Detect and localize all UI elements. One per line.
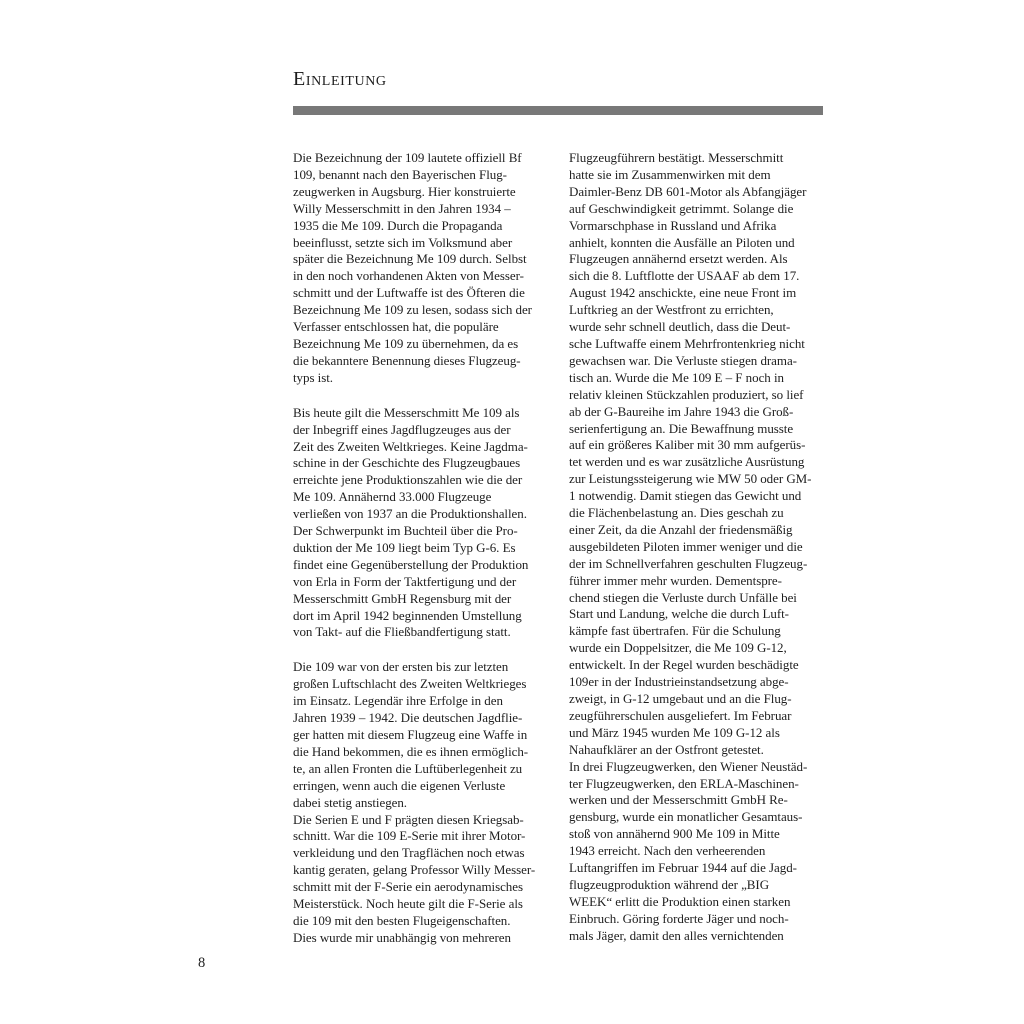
text-line: sche Luftwaffe einem Mehrfrontenkrieg nicht xyxy=(569,335,805,351)
text-line: Messerschmitt GmbH Regensburg mit der xyxy=(293,590,512,606)
text-line: duktion der Me 109 liegt beim Typ G-6. Es xyxy=(293,539,516,555)
text-line: 1935 die Me 109. Durch die Propaganda xyxy=(293,217,503,233)
text-line: Me 109. Annähernd 33.000 Flugzeuge xyxy=(293,489,492,505)
text-line: Nahaufklärer an der Ostfront getestet. xyxy=(569,741,764,757)
text-line: zweigt, in G-12 umgebaut und an die Flug- xyxy=(569,691,792,706)
text-line: führer immer mehr wurden. Dementspre- xyxy=(569,572,782,588)
text-line: Flugzeugführern bestätigt. Messerschmitt xyxy=(569,150,784,165)
text-line: Luftangriffen im Februar 1944 auf die Jagd- xyxy=(569,860,797,876)
text-line: Die Bezeichnung der 109 lautete offiziell Bf xyxy=(293,150,522,165)
text-line: chend stiegen die Verluste durch Unfälle bei xyxy=(569,589,797,605)
text-line: flugzeugproduktion während der „BIG xyxy=(569,876,770,892)
text-line: schine in der Geschichte des Flugzeugbaues xyxy=(293,455,521,471)
text-line: Dies wurde mir unabhängig von mehreren xyxy=(293,929,511,945)
text-line: erringen, wenn auch die eigenen Verluste xyxy=(293,777,506,793)
text-line: beeinflusst, setzte sich im Volksmund aber xyxy=(293,234,513,250)
text-line: auf Geschwindigkeit getrimmt. Solange die xyxy=(569,200,794,216)
text-line: zeugwerken in Augsburg. Hier konstruierte xyxy=(293,183,516,199)
text-line: und März 1945 wurden Me 109 G-12 als xyxy=(569,724,780,740)
text-line: verkleidung und den Tragflächen noch etwas xyxy=(293,845,525,861)
text-line: von Erla in Form der Taktfertigung und der xyxy=(293,573,517,589)
text-line: später die Bezeichnung Me 109 durch. Selbst xyxy=(293,251,527,267)
left-column xyxy=(293,150,555,947)
text-line: WEEK“ erlitt die Produktion einen starken xyxy=(569,893,791,909)
text-line: dort im April 1942 beginnenden Umstellung xyxy=(293,607,522,623)
text-line: Bezeichnung Me 109 zu lesen, sodass sich der xyxy=(293,302,532,318)
text-line: ausgebildeten Piloten immer weniger und die xyxy=(569,538,803,554)
text-line: findet eine Gegenüberstellung der Produktion xyxy=(293,556,529,572)
text-line: ab der G-Baureihe im Jahre 1943 die Groß- xyxy=(569,403,794,419)
text-line: typs ist. xyxy=(293,369,334,385)
text-line: verließen von 1937 an die Produktionshallen. xyxy=(293,506,527,522)
heading-divider-bar xyxy=(293,106,823,115)
text-line: gensburg, wurde ein monatlicher Gesamtaus- xyxy=(569,809,803,825)
text-line: 1 notwendig. Damit stiegen das Gewicht und xyxy=(569,488,802,504)
text-line: Einbruch. Göring forderte Jäger und noch- xyxy=(569,910,789,926)
text-line: ter Flugzeugwerken, den ERLA-Maschinen- xyxy=(569,775,799,791)
text-line: zeugführerschulen ausgeliefert. Im Februar xyxy=(569,707,792,723)
text-line: schnitt. War die 109 E-Serie mit ihrer Motor- xyxy=(293,828,526,844)
text-line: 109, benannt nach den Bayerischen Flug- xyxy=(293,166,507,182)
text-line: Verfasser entschlossen hat, die populäre xyxy=(293,319,499,335)
text-line: von Takt- auf die Fließbandfertigung statt. xyxy=(293,624,511,640)
text-line: wurde sehr schnell deutlich, dass die Deut- xyxy=(569,319,791,335)
text-columns xyxy=(293,150,837,947)
text-line: auf ein größeres Kaliber mit 30 mm aufgerüs- xyxy=(569,437,806,453)
text-line: der Inbegriff eines Jagdflugzeuges aus der xyxy=(293,421,511,437)
text-line: die Hand bekommen, die es ihnen ermöglich- xyxy=(293,743,529,759)
text-line: Die Serien E und F prägten diesen Kriegsab- xyxy=(293,811,524,827)
text-line: In drei Flugzeugwerken, den Wiener Neustäd- xyxy=(569,758,808,774)
text-line: Jahren 1939 – 1942. Die deutschen Jagdflie- xyxy=(293,710,523,726)
text-line: Start und Landung, welche die durch Luft- xyxy=(569,606,789,622)
text-line: tet werden und es war zusätzliche Ausrüstung xyxy=(569,454,805,470)
text-line: schmitt und der Luftwaffe ist des Öfteren die xyxy=(293,285,525,301)
text-line: in den noch vorhandenen Akten von Messer- xyxy=(293,268,524,284)
text-line: im Einsatz. Legendär ihre Erfolge in den xyxy=(293,693,503,709)
text-line: dabei stetig anstiegen. xyxy=(293,794,408,810)
text-line: zur Leistungssteigerung wie MW 50 oder GM- xyxy=(569,471,812,487)
text-line: Willy Messerschmitt in den Jahren 1934 – xyxy=(293,200,511,216)
text-line: einer Zeit, da die Anzahl der friedensmäßig xyxy=(569,521,793,537)
text-line: Luftkrieg an der Westfront zu errichten, xyxy=(569,302,774,318)
text-line: wurde ein Doppelsitzer, die Me 109 G-12, xyxy=(569,640,787,656)
paragraph xyxy=(293,150,555,387)
text-line: Vormarschphase in Russland und Afrika xyxy=(569,217,777,233)
text-line: sich die 8. Luftflotte der USAAF ab dem 17. xyxy=(569,268,800,284)
right-column xyxy=(569,150,831,947)
page-heading: Einleitung xyxy=(293,68,387,90)
text-line: te, an allen Fronten die Luftüberlegenheit zu xyxy=(293,760,523,776)
text-line: tisch an. Wurde die Me 109 E – F noch in xyxy=(569,369,784,385)
text-line: Daimler-Benz DB 601-Motor als Abfangjäger xyxy=(569,183,807,199)
text-line: erreichte jene Produktionszahlen wie die der xyxy=(293,472,523,488)
text-line: serienfertigung an. Die Bewaffnung musste xyxy=(569,420,794,436)
text-line: die bekanntere Benennung dieses Flugzeug- xyxy=(293,352,521,368)
text-line: mals Jäger, damit den alles vernichtenden xyxy=(569,927,784,943)
text-line: Meisterstück. Noch heute gilt die F-Serie als xyxy=(293,896,523,912)
text-line: August 1942 anschickte, eine neue Front im xyxy=(569,285,797,301)
text-line: kantig geraten, gelang Professor Willy Messer- xyxy=(293,862,536,878)
text-line: Die 109 war von der ersten bis zur letzten xyxy=(293,659,509,675)
paragraph xyxy=(293,659,555,946)
text-line: die Flächenbelastung an. Dies geschah zu xyxy=(569,505,784,521)
text-line: ger hatten mit diesem Flugzeug eine Waffe in xyxy=(293,727,528,742)
text-line: hatte sie im Zusammenwirken mit dem xyxy=(569,166,771,182)
text-line: schmitt mit der F-Serie ein aerodynamisches xyxy=(293,879,523,895)
text-line: entwickelt. In der Regel wurden beschädigte xyxy=(569,657,799,673)
text-line: der im Schnellverfahren geschulten Flugzeug- xyxy=(569,555,808,571)
paragraph xyxy=(293,405,555,642)
text-line: großen Luftschlacht des Zweiten Weltkrieges xyxy=(293,676,527,692)
text-line: 1943 erreicht. Nach den verheerenden xyxy=(569,843,766,859)
text-line: gewachsen war. Die Verluste stiegen drama- xyxy=(569,352,797,368)
page-number: 8 xyxy=(198,955,206,971)
text-line: Bis heute gilt die Messerschmitt Me 109 als xyxy=(293,404,520,420)
text-line: kämpfe fast übertrafen. Für die Schulung xyxy=(569,623,781,639)
text-line: Bezeichnung Me 109 zu übernehmen, da es xyxy=(293,335,519,351)
text-line: Der Schwerpunkt im Buchteil über die Pro- xyxy=(293,523,518,539)
text-line: Flugzeugen annähernd ersetzt werden. Als xyxy=(569,251,788,267)
text-line: Zeit des Zweiten Weltkrieges. Keine Jagdma- xyxy=(293,438,528,454)
paragraph xyxy=(569,150,831,945)
text-line: 109er in der Industrieinstandsetzung abge- xyxy=(569,674,789,690)
text-line: relativ kleinen Stückzahlen produziert, so lief xyxy=(569,386,804,402)
text-line: werken und der Messerschmitt GmbH Re- xyxy=(569,792,788,808)
text-line: die 109 mit den besten Flugeigenschaften. xyxy=(293,912,511,928)
text-line: anhielt, konnten die Ausfälle an Piloten und xyxy=(569,234,795,250)
text-line: stoß von annähernd 900 Me 109 in Mitte xyxy=(569,826,780,842)
